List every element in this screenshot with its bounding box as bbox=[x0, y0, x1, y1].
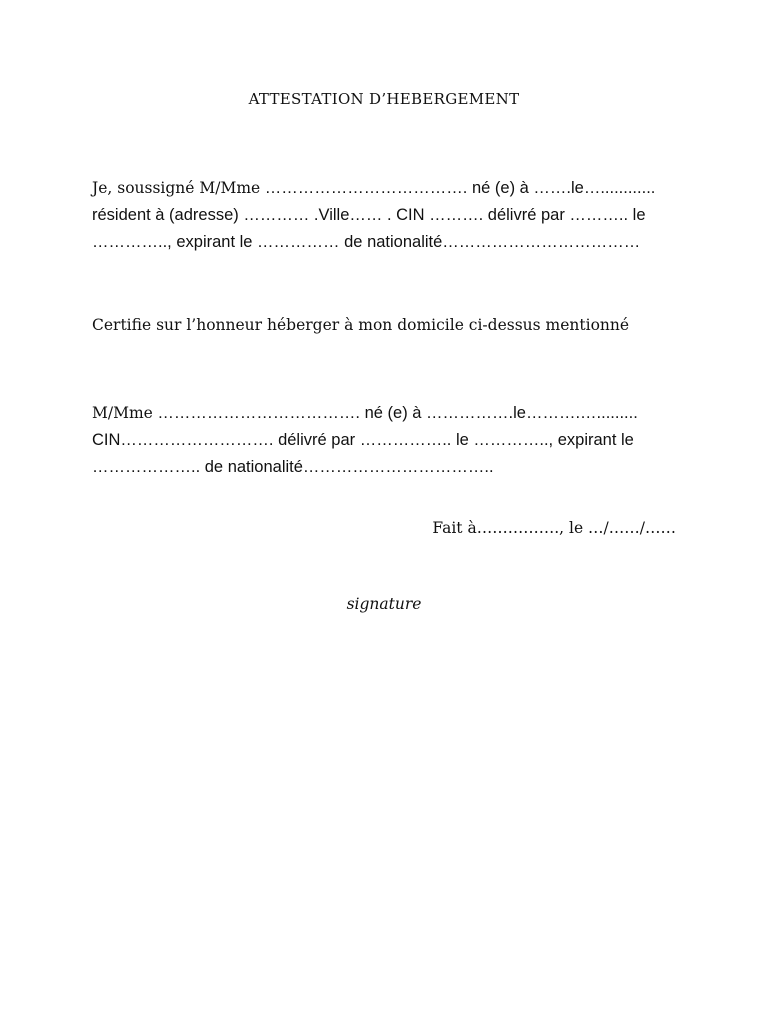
hosted-person-paragraph bbox=[92, 400, 692, 481]
document-title: ATTESTATION D’HEBERGEMENT bbox=[248, 90, 520, 108]
signature-label: signature bbox=[346, 595, 422, 613]
place-date-line: Fait à……………., le …/……/…… bbox=[432, 519, 676, 537]
hosted-line-1-rest: ………………………………. né (e) à …………….le……….…......... bbox=[152, 404, 638, 422]
declarant-line-1-rest: ………………………………. né (e) à …….le…............ bbox=[260, 179, 656, 197]
declarant-intro: Je, soussigné M/Mme bbox=[92, 179, 261, 197]
hosted-line-3: ……………….. de nationalité…………………………….. bbox=[92, 458, 494, 476]
declarant-paragraph bbox=[92, 175, 692, 256]
declarant-line-3: ………….., expirant le …………… de nationalité……………………………… bbox=[92, 233, 641, 251]
declarant-line-2: résident à (adresse) ………… .Ville…… . CIN ………. délivré par ……….. le bbox=[92, 206, 646, 224]
hosted-line-1 bbox=[92, 400, 692, 427]
declarant-line-1 bbox=[92, 175, 692, 202]
hosted-intro: M/Mme bbox=[92, 404, 153, 422]
hosted-line-2: CIN………………………. délivré par …………….. le ………….., expirant le bbox=[92, 431, 634, 449]
certification-statement: Certifie sur l’honneur héberger à mon domicile ci-dessus mentionné bbox=[92, 316, 630, 334]
